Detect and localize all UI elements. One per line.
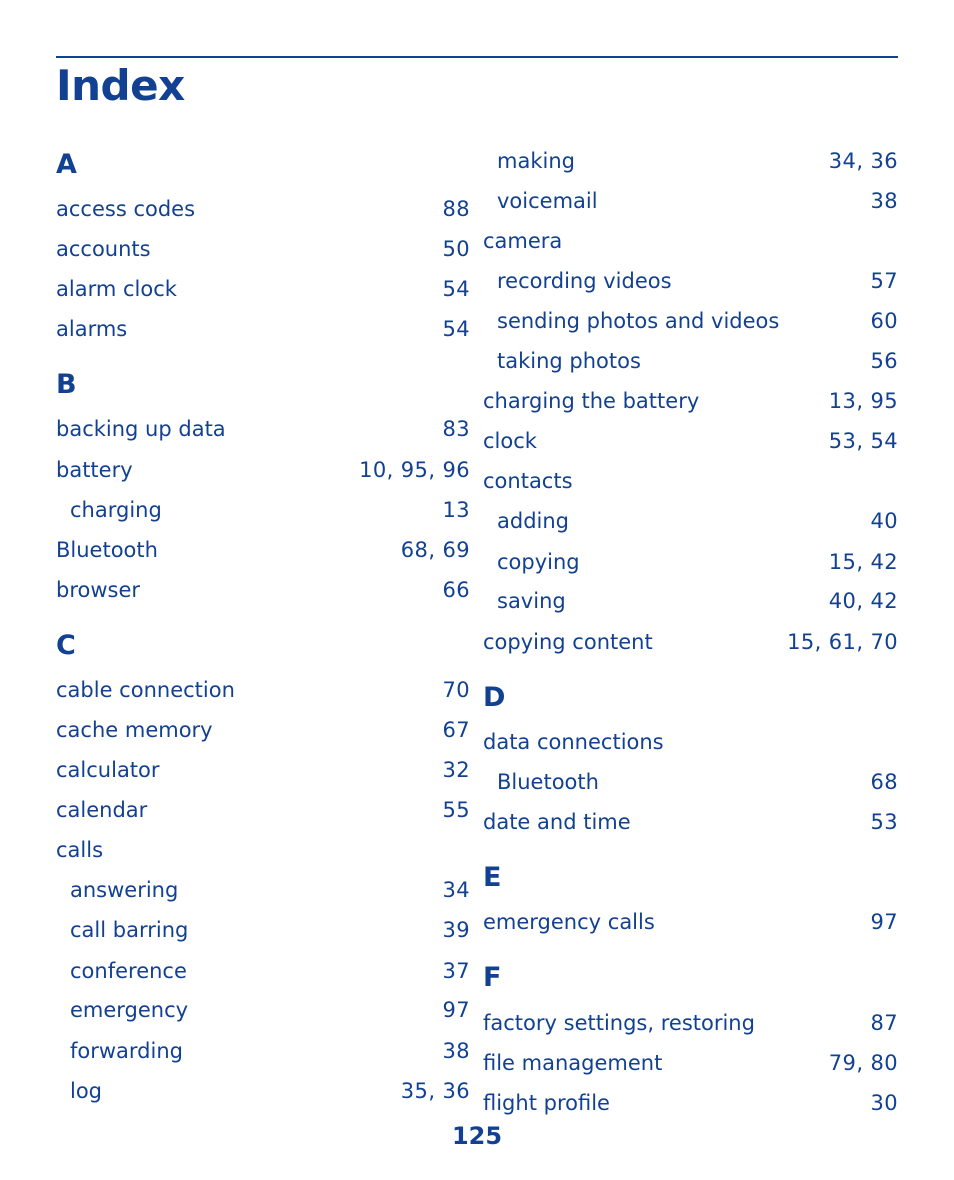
index-entry-clock: [483, 421, 898, 461]
index-term: charging: [70, 498, 162, 522]
index-page-refs: 50: [442, 237, 470, 261]
index-page-refs: 53: [870, 810, 898, 834]
index-term: answering: [70, 878, 179, 902]
index-entry-emergency-calls: [483, 902, 898, 942]
index-entry-alarm-clock: [56, 269, 470, 309]
index-page-refs: 15, 61, 70: [787, 630, 898, 654]
index-page-refs: 13: [442, 498, 470, 522]
index-subentry-voicemail: [483, 181, 898, 221]
index-term: factory settings, restoring: [483, 1011, 755, 1035]
index-page-refs: 83: [442, 417, 470, 441]
index-entry-bluetooth: [56, 530, 470, 570]
index-subentry-forwarding: [56, 1031, 470, 1071]
index-term: battery: [56, 458, 133, 482]
index-term: contacts: [483, 469, 573, 493]
index-page-refs: 56: [870, 349, 898, 373]
page-title: Index: [56, 61, 185, 110]
index-page-refs: 35, 36: [400, 1079, 470, 1103]
index-page-refs: 87: [870, 1011, 898, 1035]
index-page-refs: 40: [870, 509, 898, 533]
index-term: emergency calls: [483, 910, 655, 934]
index-page-refs: 68, 69: [400, 538, 470, 562]
index-page-refs: 15, 42: [828, 550, 898, 574]
index-term: accounts: [56, 237, 151, 261]
index-term: making: [497, 149, 575, 173]
index-subentry-making: [483, 141, 898, 181]
index-entry-calendar: [56, 790, 470, 830]
index-term: copying content: [483, 630, 653, 654]
index-entry-calls: [56, 830, 470, 870]
section-letter-b: B: [56, 369, 77, 400]
index-subentry-saving: [483, 581, 898, 621]
index-term: adding: [497, 509, 570, 533]
index-subentry-adding: [483, 501, 898, 541]
index-term: conference: [70, 959, 187, 983]
index-page-refs: 40, 42: [828, 589, 898, 613]
index-entry-battery: [56, 450, 470, 490]
index-page-refs: 34: [442, 878, 470, 902]
index-subentry-emergency: [56, 990, 470, 1030]
index-entry-data-connections: [483, 722, 898, 762]
index-page-refs: 68: [870, 770, 898, 794]
index-term: voicemail: [497, 189, 598, 213]
index-subentry-conference: [56, 951, 470, 991]
index-entry-backing-up-data: [56, 409, 470, 449]
index-page-refs: 66: [442, 578, 470, 602]
index-page-refs: 37: [442, 959, 470, 983]
index-page-refs: 39: [442, 918, 470, 942]
index-entry-date-and-time: [483, 802, 898, 842]
index-term: charging the battery: [483, 389, 700, 413]
index-term: browser: [56, 578, 141, 602]
index-page-refs: 57: [870, 269, 898, 293]
index-page-refs: 88: [442, 197, 470, 221]
index-term: saving: [497, 589, 566, 613]
section-letter-c: C: [56, 630, 76, 661]
index-entry-cable-connection: [56, 670, 470, 710]
index-page-refs: 10, 95, 96: [359, 458, 470, 482]
index-term: flight profile: [483, 1091, 610, 1115]
index-entry-alarms: [56, 309, 470, 349]
index-page-refs: 13, 95: [828, 389, 898, 413]
index-subentry-sending-photos-and-videos: [483, 301, 898, 341]
index-term: calculator: [56, 758, 160, 782]
index-term: Bluetooth: [497, 770, 599, 794]
index-entry-charging-the-battery: [483, 381, 898, 421]
section-letter-e: E: [483, 862, 502, 893]
section-letter-d: D: [483, 682, 506, 713]
index-term: alarm clock: [56, 277, 177, 301]
index-page-refs: 60: [870, 309, 898, 333]
index-term: calendar: [56, 798, 148, 822]
index-entry-camera: [483, 221, 898, 261]
index-term: clock: [483, 429, 537, 453]
section-letter-f: F: [483, 962, 502, 993]
index-page-refs: 38: [870, 189, 898, 213]
index-term: copying: [497, 550, 580, 574]
index-entry-contacts: [483, 461, 898, 501]
index-subentry-charging: [56, 490, 470, 530]
index-entry-factory-settings-restoring: [483, 1003, 898, 1043]
index-page-refs: 38: [442, 1039, 470, 1063]
index-term: forwarding: [70, 1039, 183, 1063]
index-entry-accounts: [56, 229, 470, 269]
index-subentry-bluetooth: [483, 762, 898, 802]
index-page-refs: 97: [442, 998, 470, 1022]
index-term: calls: [56, 838, 104, 862]
index-term: backing up data: [56, 417, 226, 441]
index-term: cable connection: [56, 678, 235, 702]
index-page-refs: 70: [442, 678, 470, 702]
index-subentry-answering: [56, 870, 470, 910]
index-subentry-log: [56, 1071, 470, 1111]
index-term: Bluetooth: [56, 538, 158, 562]
index-term: data connections: [483, 730, 664, 754]
index-term: log: [70, 1079, 103, 1103]
index-page-refs: 34, 36: [828, 149, 898, 173]
index-term: file management: [483, 1051, 663, 1075]
index-page-refs: 79, 80: [828, 1051, 898, 1075]
index-entry-access-codes: [56, 189, 470, 229]
index-entry-browser: [56, 570, 470, 610]
index-subentry-call-barring: [56, 910, 470, 950]
index-entry-copying-content: [483, 622, 898, 662]
index-entry-flight-profile: [483, 1083, 898, 1123]
index-term: date and time: [483, 810, 631, 834]
index-term: call barring: [70, 918, 189, 942]
index-page-refs: 54: [442, 277, 470, 301]
section-letter-a: A: [56, 149, 77, 180]
index-entry-cache-memory: [56, 710, 470, 750]
index-page-refs: 30: [870, 1091, 898, 1115]
index-term: access codes: [56, 197, 196, 221]
index-subentry-taking-photos: [483, 341, 898, 381]
index-page-refs: 53, 54: [828, 429, 898, 453]
index-page-refs: 97: [870, 910, 898, 934]
index-term: recording videos: [497, 269, 672, 293]
index-term: alarms: [56, 317, 128, 341]
index-term: sending photos and videos: [497, 309, 780, 333]
index-subentry-copying: [483, 542, 898, 582]
index-term: cache memory: [56, 718, 213, 742]
index-page-refs: 67: [442, 718, 470, 742]
index-page-refs: 54: [442, 317, 470, 341]
index-page-refs: 32: [442, 758, 470, 782]
page-number: 125: [451, 1122, 503, 1150]
index-term: taking photos: [497, 349, 641, 373]
index-term: camera: [483, 229, 563, 253]
index-entry-calculator: [56, 750, 470, 790]
index-term: emergency: [70, 998, 189, 1022]
index-page-refs: 55: [442, 798, 470, 822]
index-subentry-recording-videos: [483, 261, 898, 301]
index-entry-file-management: [483, 1043, 898, 1083]
